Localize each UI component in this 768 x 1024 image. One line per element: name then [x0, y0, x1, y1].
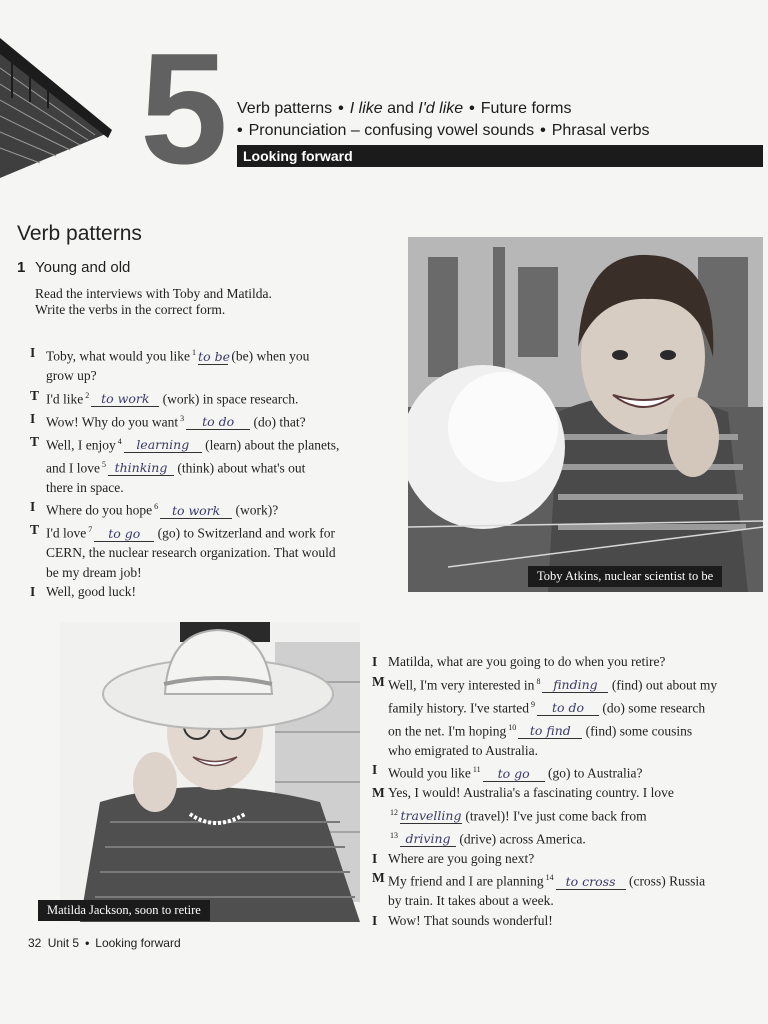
dialogue-line: I Would you like $^{11}$ to go (go) to Australia?: [372, 762, 643, 781]
dialogue-line: I Matilda, what are you going to do when you retire?: [372, 654, 666, 669]
dialogue-line: and I love $^5$ thinking (think) about what's out: [46, 459, 306, 475]
dialogue-line: M My friend and I are planning $^{14}$ to cross (cross) Russia: [372, 870, 706, 889]
matilda-caption: Matilda Jackson, soon to retire: [38, 900, 210, 921]
answer-blank-8[interactable]: finding: [542, 678, 608, 693]
unit-number: 5: [140, 21, 224, 197]
dialogue-line: I Where do you hope $^6$ to work (work)?: [30, 499, 279, 518]
topic-future-forms: Future forms: [480, 100, 572, 117]
toby-caption: Toby Atkins, nuclear scientist to be: [528, 566, 722, 587]
toby-interview: [30, 343, 390, 602]
unit-title: Looking forward: [243, 148, 353, 164]
dialogue-line: CERN, the nuclear research organization. That would: [46, 545, 336, 560]
topic-i-like: I like: [349, 100, 383, 117]
matilda-interview: [372, 652, 762, 930]
dialogue-line: T I'd like $^2$ to work (work) in space research.: [30, 387, 299, 406]
topic-id-like: I'd like: [418, 100, 464, 117]
answer-blank-2[interactable]: to work: [91, 392, 159, 407]
answer-blank-4[interactable]: learning: [124, 438, 202, 453]
dialogue-line: M Yes, I would! Australia's a fascinating country. I love: [372, 785, 674, 800]
answer-blank-11[interactable]: to go: [483, 767, 545, 782]
dialogue-line: be my dream job!: [46, 564, 142, 580]
exercise-number: 1: [17, 259, 26, 276]
dialogue-line: $^{13}$ driving (drive) across America.: [390, 830, 586, 846]
topic-line-2: • Pronunciation – confusing vowel sounds • Phrasal verbs: [237, 122, 650, 139]
dialogue-line: on the net. I'm hoping $^{10}$ to find (find) some cousins: [388, 722, 693, 738]
dialogue-line: there in space.: [46, 479, 124, 495]
topic-pronunciation: Pronunciation – confusing vowel sounds: [248, 122, 535, 139]
dialogue-line: by train. It takes about a week.: [388, 893, 554, 908]
dialogue-line: grow up?: [46, 368, 97, 383]
answer-blank-6[interactable]: to work: [160, 504, 232, 519]
page-number: 32: [28, 936, 42, 950]
topic-verb-patterns: Verb patterns: [237, 100, 333, 117]
dialogue-line: I Toby, what would you like $^1$ to be (be) when you: [30, 345, 310, 364]
dialogue-line: T Well, I enjoy $^4$ learning (learn) about the planets,: [30, 433, 340, 452]
matilda-photo: [60, 622, 360, 922]
dialogue-line: I Well, good luck!: [30, 584, 137, 599]
dialogue-line: M Well, I'm very interested in $^8$ finding (find) out about my: [372, 673, 718, 692]
dialogue-line: I Wow! Why do you want $^3$ to do (do) that?: [30, 410, 306, 429]
exercise-title: Young and old: [35, 259, 131, 276]
dialogue-line: $^{12}$ travelling (travel)! I've just come back from: [390, 807, 647, 823]
topic-phrasal-verbs: Phrasal verbs: [551, 122, 650, 139]
answer-blank-13[interactable]: driving: [400, 832, 456, 847]
dialogue-line: family history. I've started $^9$ to do (do) some research: [388, 699, 706, 715]
dialogue-line: T I'd love $^7$ to go (go) to Switzerland and work for: [30, 522, 335, 541]
dialogue-line: I Wow! That sounds wonderful!: [372, 912, 553, 928]
unit-title-bar: [237, 145, 763, 167]
topic-line-1: Verb patterns • I like and I'd like • Future forms: [237, 100, 572, 117]
answer-blank-1[interactable]: to be: [198, 348, 230, 364]
footer-title: Looking forward: [95, 936, 181, 950]
answer-blank-3[interactable]: to do: [186, 415, 250, 430]
answer-blank-10[interactable]: to find: [518, 724, 582, 739]
answer-blank-12[interactable]: travelling: [400, 808, 462, 823]
answer-blank-7[interactable]: to go: [94, 527, 154, 542]
page-footer: 32 Unit 5 • Looking forward: [28, 936, 181, 950]
toby-photo: [408, 237, 763, 592]
footer-unit: Unit 5: [47, 936, 80, 950]
building-roof-graphic: [0, 38, 120, 178]
section-title: Verb patterns: [17, 222, 142, 245]
answer-blank-14[interactable]: to cross: [556, 875, 626, 890]
dialogue-line: I Where are you going next?: [372, 850, 535, 866]
answer-blank-5[interactable]: thinking: [108, 461, 174, 476]
dialogue-line: who emigrated to Australia.: [388, 742, 538, 758]
answer-blank-9[interactable]: to do: [537, 701, 599, 716]
exercise-instructions: Read the interviews with Toby and Matilda. Write the verbs in the correct form.: [35, 286, 272, 317]
